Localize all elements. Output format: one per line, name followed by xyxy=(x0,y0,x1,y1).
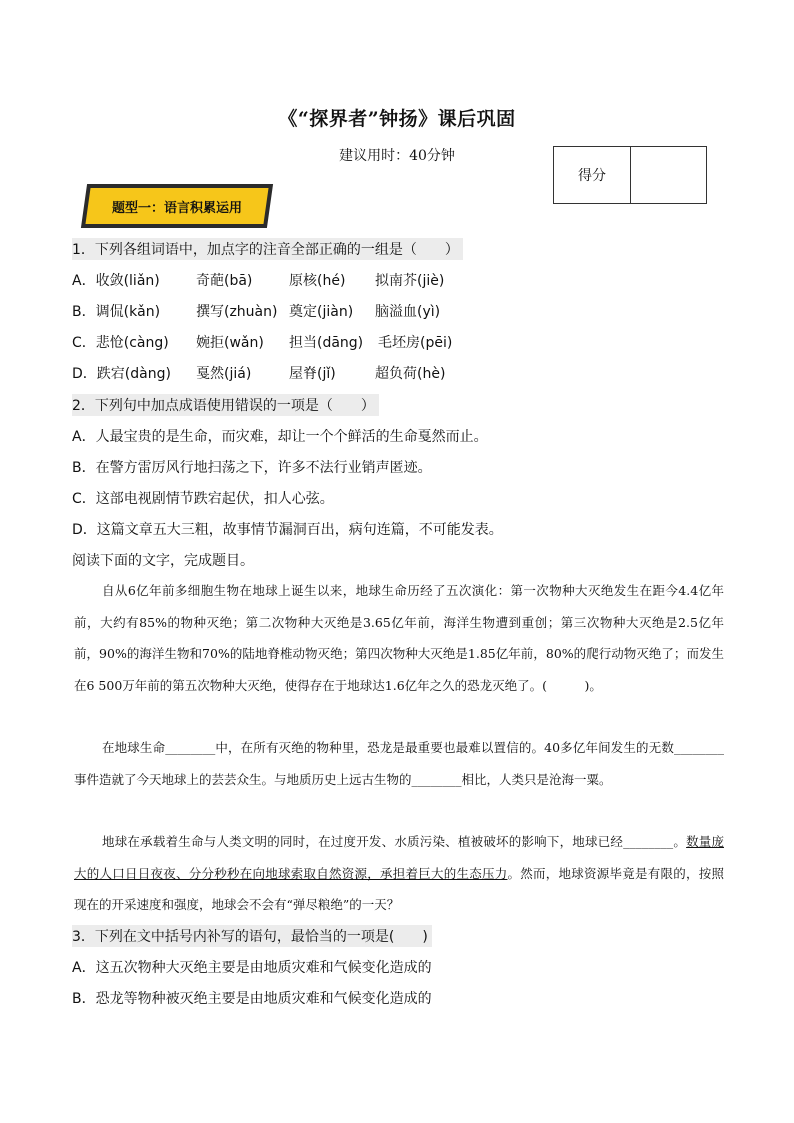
reading-paragraph-2: 在地球生命________中，在所有灭绝的物种里，恐龙是最重要也最难以置信的。40多亿年间发生的无数________事件造就了今天地球上的芸芸众生。与地质历史上远古生物的________相比，人类只是沧海一粟。 xyxy=(74,740,724,787)
reading-paragraph-3-start: 地球在承载着生命与人类文明的同时，在过度开发、水质污染、植被破坏的影响下，地球已经________。 xyxy=(102,834,687,849)
section-banner xyxy=(84,184,270,228)
q1-option-b-1: B．调侃(kǎn) xyxy=(72,304,161,320)
q1-option-a-1: A．收敛(liǎn) xyxy=(72,273,160,289)
reading-paragraph-1: 自从6亿年前多细胞生物在地球上诞生以来，地球生命历经了五次演化：第一次物种大灭绝发生在距今4.4亿年前，大约有85%的物种灭绝；第二次物种大灭绝是3.65亿年前，海洋生物遭到重创；第三次物种大灭绝是2.5亿年前，90%的海洋生物和70%的陆地脊椎动物灭绝；第四次物种大灭绝是1.85亿年前，80%的爬行动物灭绝了；而发生在6 500万年前的第五次物种大灭绝，使得存在于地球达1.6亿年之久的恐龙灭绝了。( )。 xyxy=(74,583,724,693)
q1-option-c-3: 担当(dāng) xyxy=(289,335,364,351)
reading-underlined-sentence: 数量庞大的人口日日夜夜、分分秒秒在向地球索取自然资源，承担着巨大的生态压力 xyxy=(74,834,724,881)
question-1-stem: 1．下列各组词语中，加点字的注音全部正确的一组是（ ） xyxy=(72,238,463,260)
score-label: 得分 xyxy=(554,147,631,203)
q1-option-c-1: C．悲怆(càng) xyxy=(72,335,169,351)
question-2-stem: 2．下列句中加点成语使用错误的一项是（ ） xyxy=(72,394,379,416)
score-value-cell xyxy=(631,147,706,203)
question-3-stem: 3．下列在文中括号内补写的语句，最恰当的一项是( ) xyxy=(72,925,432,947)
q1-option-d-2: 戛然(jiá) xyxy=(196,366,252,382)
reading-paragraph-3 xyxy=(74,826,724,921)
q1-option-b-3: 奠定(jiàn) xyxy=(289,304,354,320)
reading-intro: 阅读下面的文字，完成题目。 xyxy=(72,553,254,569)
q2-option-a: A．人最宝贵的是生命，而灾难，却让一个个鲜活的生命戛然而止。 xyxy=(72,429,488,445)
q1-option-c-4: 毛坯房(pēi) xyxy=(378,335,453,351)
q2-option-d: D．这篇文章五大三粗，故事情节漏洞百出，病句连篇，不可能发表。 xyxy=(72,522,503,538)
q1-option-a-2: 奇葩(bā) xyxy=(196,273,253,289)
q1-option-a-3: 原核(hé) xyxy=(289,273,346,289)
q1-option-b-2: 撰写(zhuàn) xyxy=(196,304,278,320)
suggested-time: 建议用时：40分钟 xyxy=(339,148,455,164)
score-box xyxy=(553,146,707,204)
q2-option-b: B．在警方雷厉风行地扫荡之下，许多不法行业销声匿迹。 xyxy=(72,460,432,476)
q1-option-d-4: 超负荷(hè) xyxy=(375,366,446,382)
q1-option-b-4: 脑溢血(yì) xyxy=(375,304,441,320)
q1-option-d-3: 屋脊(jǐ) xyxy=(289,366,336,382)
q1-option-a-4: 拟南芥(jiè) xyxy=(375,273,445,289)
q3-option-b: B．恐龙等物种被灭绝主要是由地质灾难和气候变化造成的 xyxy=(72,991,432,1007)
q3-option-a: A．这五次物种大灭绝主要是由地质灾难和气候变化造成的 xyxy=(72,960,432,976)
reading-paragraph-3-end: 。然而，地球资源毕竟是有限的，按照现在的开采速度和强度，地球会不会有“弹尽粮绝”的一天？ xyxy=(74,865,724,912)
q1-option-c-2: 婉拒(wǎn) xyxy=(196,335,264,351)
q1-option-d-1: D．跌宕(dàng) xyxy=(72,366,171,382)
section-banner-label: 题型一：语言积累运用 xyxy=(111,200,242,216)
document-title: 《“探界者”钟扬》课后巩固 xyxy=(278,108,516,130)
q2-option-c: C．这部电视剧情节跌宕起伏，扣人心弦。 xyxy=(72,491,334,507)
